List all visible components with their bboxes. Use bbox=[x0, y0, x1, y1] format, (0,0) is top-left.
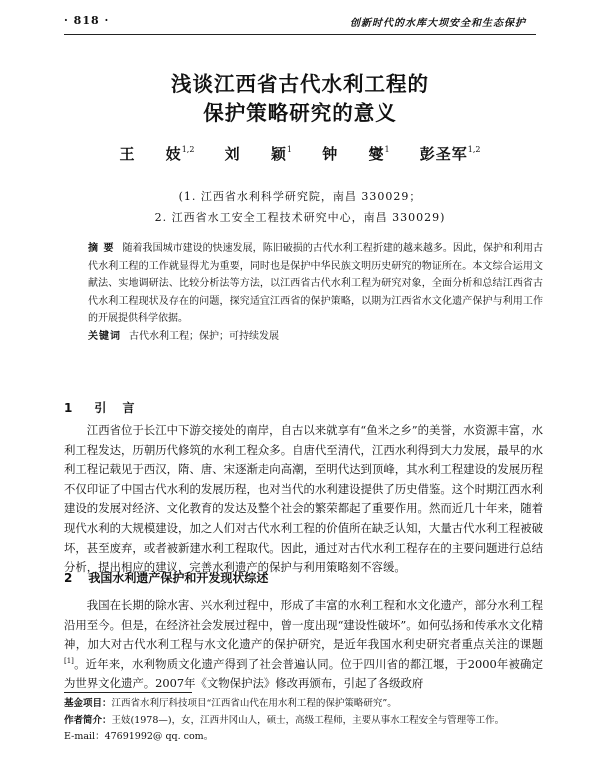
footnotes bbox=[64, 696, 543, 746]
section-1-body bbox=[64, 421, 543, 578]
author-3: 钟 燮$^1$ bbox=[322, 145, 390, 163]
running-title: 创新时代的水库大坝安全和生态保护 bbox=[350, 18, 526, 29]
section-1-paragraph: 江西省位于长江中下游交接处的南岸，自古以来就享有“鱼米之乡”的美誉，水资源丰富，水利工程发达，历朝历代修筑的水利工程众多。自唐代至清代，江西水利得到大力发展，最早的水利工程记载见于西汉，隋、唐、宋逐渐走向高潮，至明代达到顶峰，其水利工程建设的发展历程不仅印证了中国古代水利的发展历程，也对当代的水利建设提供了历史借鉴。这个时期江西水利建设的发展对经济、文化教育的发达及整个社会的繁荣都起了重要作用。然而近几十年来，随着现代水利的大规模建设，加之人们对古代水利工程的价值所在缺乏认知，大量古代水利工程被破坏，甚至废弃，或者被新建水利工程取代。因此，通过对古代水利工程存在的主要问题进行总结分析，提出相应的建议，完善水利遗产的保护与利用策略刻不容缓。 bbox=[64, 423, 543, 575]
keywords-label: 关键词 bbox=[88, 330, 121, 342]
footnote-rule bbox=[64, 692, 192, 693]
abstract-label: 摘 要 bbox=[88, 243, 115, 254]
author-list bbox=[0, 143, 600, 164]
fund-note: 基金项目：江西省水利厅科技项目“江西省山代在用水利工程的保护策略研究”。 bbox=[64, 698, 397, 709]
title-line-2: 保护策略研究的意义 bbox=[203, 101, 397, 125]
section-2-heading: 2 我国水利遗产保护和开发现状综述 bbox=[64, 571, 269, 585]
affiliation-1: (1. 江西省水利科学研究院，南昌 330029； bbox=[178, 190, 422, 203]
author-1: 王 妓$^{1,2}$ bbox=[119, 145, 195, 163]
keywords-text: 古代水利工程；保护；可持续发展 bbox=[129, 330, 279, 342]
running-header bbox=[64, 10, 536, 32]
affiliation-2: 2. 江西省水工安全工程技术研究中心，南昌 330029) bbox=[154, 211, 446, 224]
author-2: 刘 颖$^1$ bbox=[224, 145, 292, 163]
keywords bbox=[88, 328, 543, 346]
author-4: 彭圣军$^{1,2}$ bbox=[419, 145, 481, 163]
affiliations bbox=[0, 186, 600, 228]
title-line-1: 浅谈江西省古代水利工程的 bbox=[171, 72, 429, 96]
section-2-paragraph: 我国在长期的除水害、兴水利过程中，形成了丰富的水利工程和水文化遗产，部分水利工程沿用至今。但是，在经济社会发展过程中，曾一度出现“建设性破坏”。如何弘扬和传承水文化精神，加大对古代水利工程与水文化遗产的保护研究，是近年我国水利史研究者重点关注的课题[1]。近年来，水利物质文化遗产得到了社会普遍认同。位于四川省的都江堰，于2000年被确定为世界文化遗产。2007年《文物保护法》修改再颁布，引起了各级政府 bbox=[64, 598, 543, 691]
abstract-text: 随着我国城市建设的快速发展，陈旧破损的古代水利工程折建的越来越多。因此，保护和利用古代水利工程的工作就显得尤为重要，同时也是保护中华民族文明历史研究的物证所在。本文综合运用文献法、实地调研法、比较分析法等方法，以江西省古代水利工程为研究对象，全面分析和总结江西省古代水利工程现状及存在的问题，探究适宜江西省的保护策略，以期为江西省水文化遗产保护与利用工作的开展提供科学依据。 bbox=[88, 243, 544, 324]
section-1-heading: 1 引 言 bbox=[64, 401, 141, 415]
abstract bbox=[88, 240, 543, 345]
paper-title bbox=[0, 70, 600, 128]
email-note: E-mail：47691992@ qq. com。 bbox=[64, 731, 214, 742]
abstract-body bbox=[88, 240, 543, 328]
author-note: 作者简介：王妓(1978—)，女，江西井冈山人，硕士，高级工程师，主要从事水工程安全与管理等工作。 bbox=[64, 714, 505, 726]
header-rule bbox=[64, 34, 536, 35]
page-number: · 818 · bbox=[64, 14, 110, 27]
section-2-body bbox=[64, 596, 543, 694]
citation-ref: [1] bbox=[64, 656, 74, 665]
